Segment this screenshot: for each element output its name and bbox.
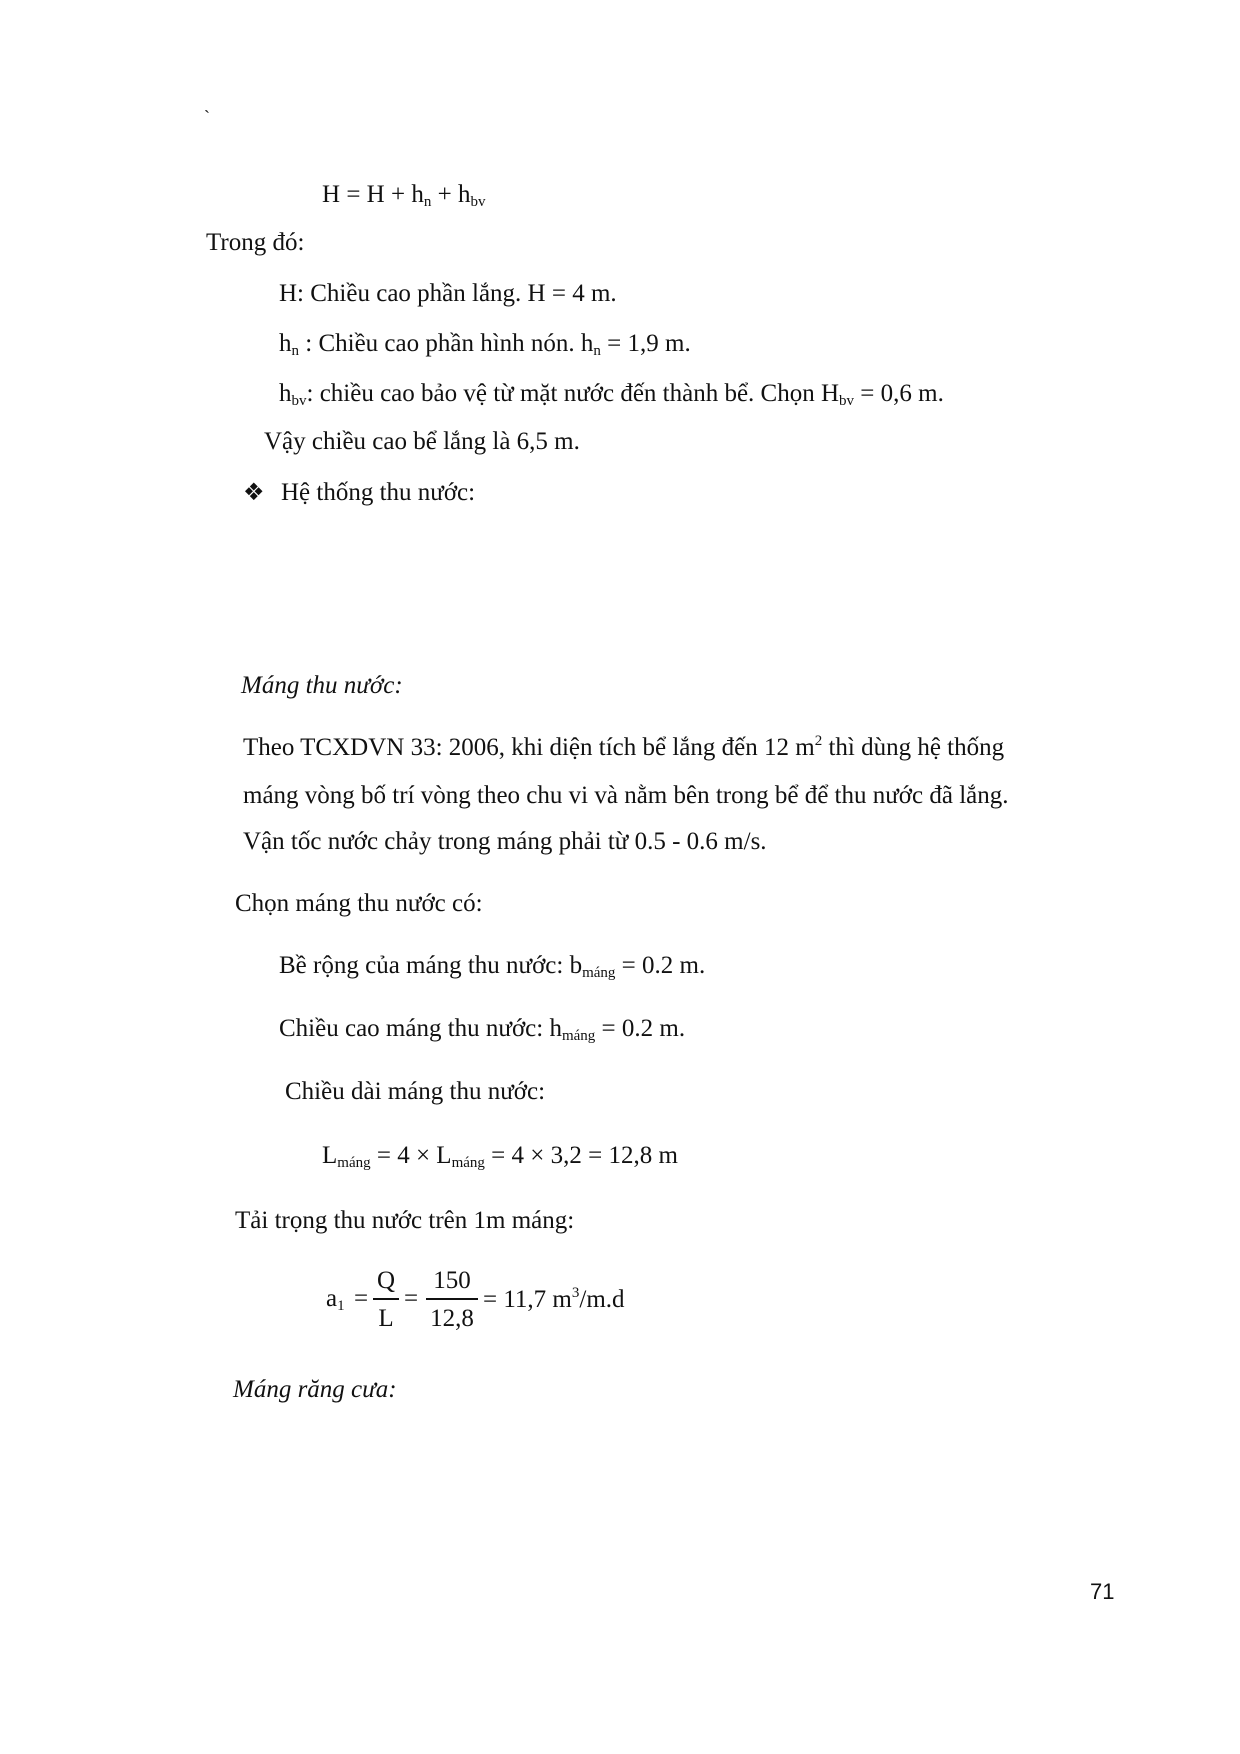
frac-num: 150 [433, 1267, 471, 1294]
def-hn-b: : Chiều cao phần hình nón. h [299, 330, 594, 357]
p1-b: thì dùng hệ thống [822, 734, 1005, 761]
paragraph-line-1 [243, 734, 1004, 760]
chon-mang-intro: Chọn máng thu nước có: [235, 890, 483, 917]
p1-sup: 2 [814, 733, 823, 749]
trong-do-label: Trong đó: [206, 229, 305, 256]
stray-mark: ` [204, 107, 210, 127]
formula-plus2: + h [431, 181, 471, 208]
frac-den: 12,8 [430, 1305, 474, 1332]
frac-bar-QL [373, 1298, 399, 1300]
formula-plus1: + h [384, 181, 424, 208]
formula-H: H [322, 181, 341, 208]
frac-bar-num [426, 1298, 478, 1300]
paragraph-line-2: máng vòng bố trí vòng theo chu vi và nằm bên trong bể để thu nước đã lắng. [243, 782, 1009, 809]
mang-width [279, 953, 705, 981]
load-a [326, 1286, 345, 1314]
definition-hbv [279, 381, 944, 409]
formula-sub-n: n [423, 194, 432, 210]
height-sub: máng [561, 1028, 596, 1044]
result-a: = 11,7 m [483, 1286, 572, 1313]
lf-sub2: máng [451, 1155, 485, 1171]
result-sup: 3 [571, 1285, 580, 1301]
height-formula [322, 182, 485, 210]
def-hn-sub2: n [593, 343, 601, 359]
load-eq2: = [404, 1285, 419, 1312]
lf-L1: L [322, 1142, 338, 1169]
def-hbv-b: : chiều cao bảo vệ từ mặt nước đến thành bể. Chọn H [306, 380, 840, 407]
height-a: Chiều cao máng thu nước: h [279, 1015, 562, 1042]
frac-L: L [378, 1305, 394, 1332]
def-hbv-sub: bv [291, 393, 307, 409]
section-heading-thu-nuoc: Hệ thống thu nước: [281, 479, 476, 506]
diamond-bullet-icon: ❖ [243, 478, 265, 506]
result-b: /m.d [579, 1286, 625, 1313]
def-hbv-a: h [279, 380, 292, 407]
length-formula [322, 1143, 678, 1171]
tai-trong-intro: Tải trọng thu nước trên 1m máng: [235, 1207, 575, 1234]
definition-H: H: Chiều cao phần lắng. H = 4 m. [279, 280, 617, 307]
mang-length-label: Chiều dài máng thu nước: [285, 1078, 546, 1105]
load-a-sub: 1 [337, 1298, 345, 1314]
load-a-letter: a [326, 1285, 338, 1312]
subheading-mang-thu-nuoc: Máng thu nước: [241, 672, 403, 699]
def-hbv-sub2: bv [839, 393, 855, 409]
definition-hn [279, 331, 691, 359]
width-sub: máng [582, 965, 616, 981]
def-hn-a: h [279, 330, 292, 357]
subheading-mang-rang-cua: Máng răng cưa: [233, 1376, 397, 1403]
p1-a: Theo TCXDVN 33: 2006, khi diện tích bể lắng đến 12 m [243, 734, 815, 761]
formula-eq: = [340, 181, 367, 208]
paragraph-line-3: Vận tốc nước chảy trong máng phải từ 0.5 - 0.6 m/s. [243, 828, 767, 855]
def-hn-c: = 1,9 m. [600, 330, 691, 357]
conclusion-text: Vậy chiều cao bể lắng là 6,5 m. [264, 428, 580, 455]
width-a: Bề rộng của máng thu nước: b [279, 952, 583, 979]
lf-sub1: máng [337, 1155, 371, 1171]
load-eq1: = [354, 1285, 369, 1312]
lf-mid: = 4 × L [370, 1142, 452, 1169]
def-hbv-c: = 0,6 m. [854, 380, 944, 407]
page-number: 71 [1090, 1579, 1115, 1604]
def-hn-sub: n [291, 343, 299, 359]
frac-Q: Q [376, 1267, 396, 1294]
formula-sub-bv: bv [470, 194, 486, 210]
height-b: = 0.2 m. [595, 1015, 686, 1042]
formula-H2: H [366, 181, 385, 208]
lf-rest: = 4 × 3,2 = 12,8 m [484, 1142, 678, 1169]
load-result [483, 1286, 625, 1312]
mang-height [279, 1016, 685, 1044]
width-b: = 0.2 m. [615, 952, 706, 979]
